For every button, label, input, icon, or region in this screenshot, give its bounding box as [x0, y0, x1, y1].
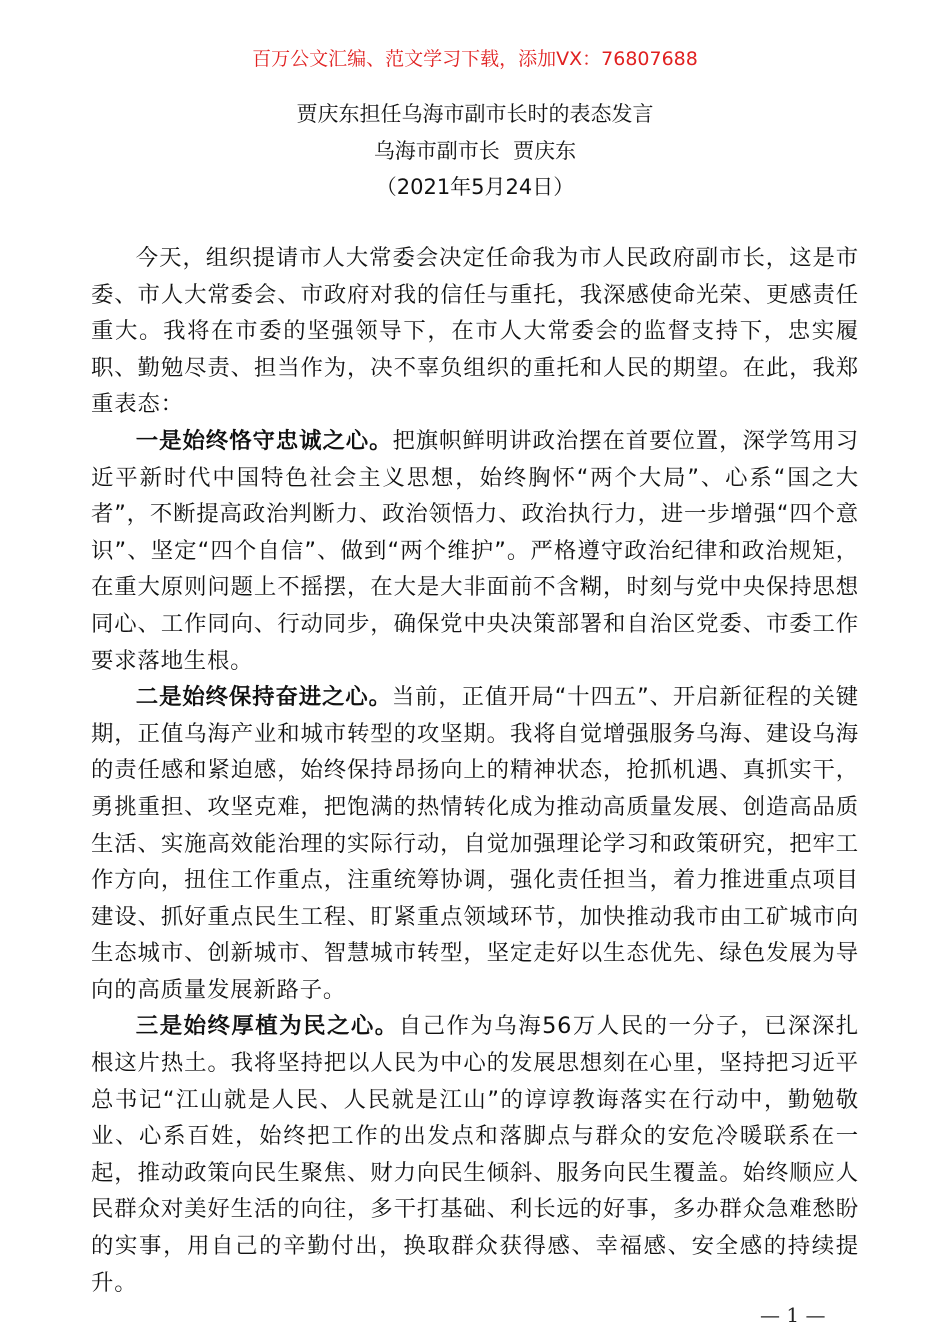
paragraph-text: 把旗帜鲜明讲政治摆在首要位置，深学笃用习近平新时代中国特色社会主义思想，始终胸怀“两个大局”、心系“国之大者”，不断提高政治判断力、政治领悟力、政治执行力，进一步增强“四个意识”、坚定“四个自信”、做到“两个维护”。严格遵守政治纪律和政治规矩，在重大原则问题上不摇摆，在大是大非面前不含糊，时刻与党中央保持思想同心、工作同向、行动同步，确保党中央决策部署和自治区党委、市委工作要求落地生根。 — [91, 427, 859, 674]
paragraph-lead: 三是始终厚植为民之心。 — [135, 1013, 399, 1040]
document-header — [0, 96, 950, 206]
document-body — [91, 240, 859, 1301]
paragraph-point-1 — [91, 423, 859, 679]
document-date: （2021年5月24日） — [375, 175, 575, 199]
paragraph-text: 当前，正值开局“十四五”、开启新征程的关键期，正值乌海产业和城市转型的攻坚期。我将自觉增强服务乌海、建设乌海的责任感和紧迫感，始终保持昂扬向上的精神状态，抢抓机遇、真抓实干，勇挑重担、攻坚克难，把饱满的热情转化成为推动高质量发展、创造高品质生活、实施高效能治理的实际行动，自觉加强理论学习和政策研究，把牢工作方向，扭住工作重点，注重统筹协调，强化责任担当，着力推进重点项目建设、抓好重点民生工程、盯紧重点领域环节，加快推动我市由工矿城市向生态城市、创新城市、智慧城市转型，坚定走好以生态优先、绿色发展为导向的高质量发展新路子。 — [91, 684, 859, 1003]
paragraph-lead: 一是始终恪守忠诚之心。 — [135, 427, 393, 454]
paragraph-intro — [91, 240, 859, 423]
paragraph-point-3 — [91, 1008, 859, 1301]
document-author: 乌海市副市长 贾庆东 — [373, 138, 577, 163]
page-number: — 1 — — [760, 1303, 826, 1327]
paragraph-text: 今天，组织提请市人大常委会决定任命我为市人民政府副市长，这是市委、市人大常委会、市政府对我的信任与重托，我深感使命光荣、更感责任重大。我将在市委的坚强领导下，在市人大常委会的监督支持下，忠实履职、勤勉尽责、担当作为，决不辜负组织的重托和人民的期望。在此，我郑重表态： — [91, 245, 859, 418]
paragraph-lead: 二是始终保持奋进之心。 — [135, 684, 392, 711]
paragraph-text: 自己作为乌海56万人民的一分子，已深深扎根这片热土。我将坚持把以人民为中心的发展思想刻在心里，坚持把习近平总书记“江山就是人民、人民就是江山”的谆谆教诲落实在行动中，勤勉敬业、心系百姓，始终把工作的出发点和落脚点与群众的安危冷暖联系在一起，推动政策向民生聚焦、财力向民生倾斜、服务向民生覆盖。始终顺应人民群众对美好生活的向往，多干打基础、利长远的好事，多办群众急难愁盼的实事，用自己的辛勤付出，换取群众获得感、幸福感、安全感的持续提升。 — [91, 1013, 859, 1296]
document-title: 贾庆东担任乌海市副市长时的表态发言 — [296, 102, 654, 126]
paragraph-point-2 — [91, 679, 859, 1008]
watermark-banner: 百万公文汇编、范文学习下载，添加VX：76807688 — [252, 48, 698, 70]
